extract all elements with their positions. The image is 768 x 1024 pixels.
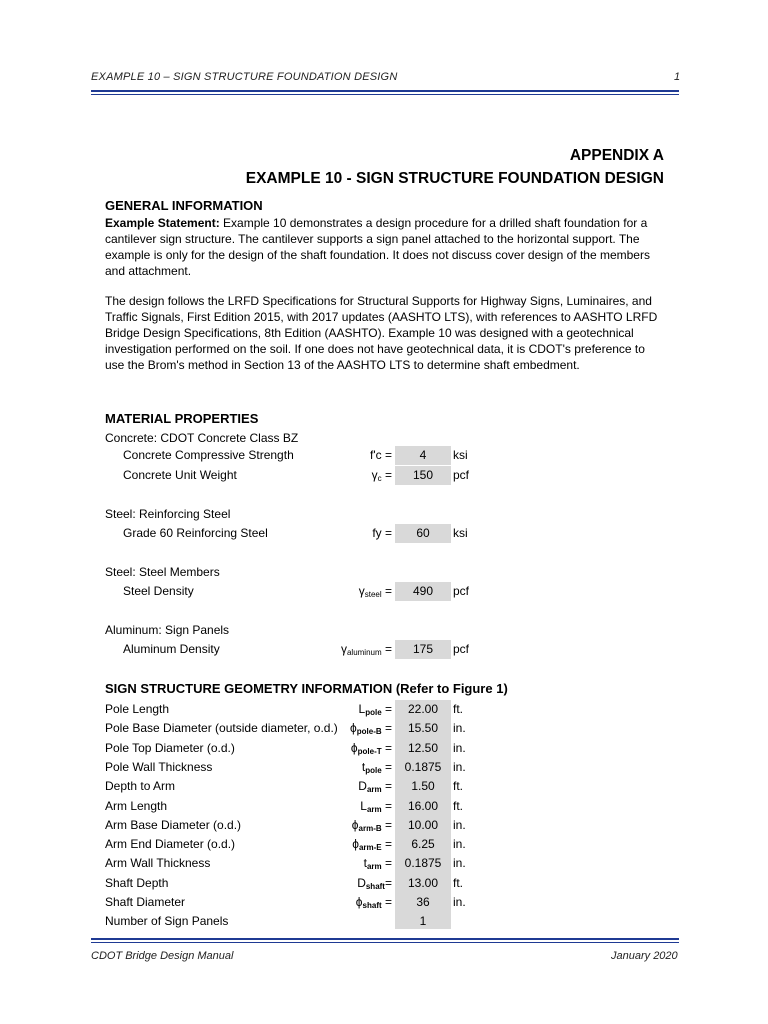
geometry-row-value: 22.00 [407,702,439,716]
symbol-subscript: arm [366,862,382,871]
geometry-row-unit: in. [453,895,466,909]
geometry-row-value: 36 [416,895,430,909]
equals-sign: = [381,760,392,774]
equals-sign: = [381,584,392,598]
design-specifications-paragraph: The design follows the LRFD Specifications for Structural Supports for Highway Signs, Luminaires, and Traffic Signals, First Edition 2015, with 2017 updates (AASHTO LTS), with references to AASHTO LRFD Bridge Design Specifications, 8th Edition (AASHTO). Example 10 was designed with a geotechnical investigation performed on the soil. If one does not have geotechnical data, it is CDOT's preference to use the Brom's method in Section 13 of the AASHTO LTS to determine shaft embedment. [105,294,658,372]
equals-sign: = [381,721,392,735]
concrete-unit-weight-row [0,466,768,485]
geometry-row [0,835,768,854]
general-information-heading: GENERAL INFORMATION [105,198,263,213]
steel-group-label: Steel: Reinforcing Steel [105,507,231,521]
gamma-symbol: γ [358,584,365,598]
appendix-title: APPENDIX A [569,147,664,164]
geometry-row-value: 0.1875 [404,856,442,870]
footer-rule-thick [91,938,679,940]
example-title: EXAMPLE 10 - SIGN STRUCTURE FOUNDATION DESIGN [245,170,664,187]
geometry-row [0,912,768,931]
geometry-row-unit: in. [453,837,466,851]
geometry-row-label: Arm End Diameter (o.d.) [105,837,236,851]
steel-density-unit: pcf [453,584,470,598]
header-rule-thick [91,90,679,92]
geometry-row-value: 12.50 [407,741,439,755]
symbol-letter: t [361,760,366,774]
geometry-row-value: 0.1875 [404,760,442,774]
reinforcing-steel-label: Grade 60 Reinforcing Steel [123,526,268,540]
geometry-row-symbol [352,837,392,852]
geometry-row-unit: ft. [453,799,464,813]
symbol-subscript: arm-E [358,843,382,852]
symbol-subscript: shaft [365,882,385,891]
example-statement-text: Example 10 demonstrates a design procedure for a drilled shaft foundation for a cantilever sign structure. The cantilever supports a sign panel attached to the horizontal support. The example is only for the design of the shaft foundation. It does not discuss cover design of the members and attachment. [105,216,650,278]
equals-sign: = [381,799,392,813]
geometry-row-label: Depth to Arm [105,779,176,793]
steel-members-group-label: Steel: Steel Members [105,565,220,579]
symbol-subscript: pole-T [357,747,382,756]
geometry-row [0,854,768,873]
geometry-heading: SIGN STRUCTURE GEOMETRY INFORMATION (Refer to Figure 1) [105,681,508,696]
geometry-row [0,874,768,893]
concrete-unit-weight-symbol [372,468,392,483]
symbol-subscript: steel [364,590,382,599]
concrete-strength-value: 4 [395,446,451,465]
geometry-row-symbol [351,741,392,756]
concrete-strength-symbol: f'c = [370,448,392,462]
symbol-letter: ϕ [350,741,358,755]
geometry-row-unit: in. [453,721,466,735]
geometry-row-value: 13.00 [407,876,439,890]
geometry-row-symbol [360,799,392,814]
footer-date: January 2020 [611,950,678,962]
symbol-letter: t [363,856,367,870]
symbol-letter: ϕ [352,837,359,851]
material-properties-heading: MATERIAL PROPERTIES [105,411,259,426]
geometry-row-symbol [356,895,392,910]
equals-sign: = [381,468,392,482]
geometry-row-symbol [358,779,392,794]
geometry-row-label: Pole Base Diameter (outside diameter, o.d.) [105,721,338,735]
geometry-row-unit: ft. [453,702,464,716]
geometry-row-value: 1.50 [411,779,435,793]
geometry-row-unit: ft. [453,876,464,890]
aluminum-density-value: 175 [395,640,451,659]
equals-sign: = [381,895,392,909]
geometry-row-value: 15.50 [407,721,439,735]
reinforcing-steel-unit: ksi [453,526,468,540]
footer-manual-title: CDOT Bridge Design Manual [91,950,234,962]
equals-sign: = [384,876,392,890]
equals-sign: = [381,702,392,716]
geometry-row-unit: in. [453,760,466,774]
concrete-group-label: Concrete: CDOT Concrete Class BZ [105,431,299,445]
geometry-row-symbol [364,856,392,871]
symbol-letter: ϕ [350,721,357,735]
geometry-row [0,719,768,738]
geometry-row-label: Arm Length [105,799,168,813]
geometry-row [0,739,768,758]
geometry-row-value: 1 [419,914,427,928]
reinforcing-steel-row [0,524,768,543]
equals-sign: = [381,837,392,851]
aluminum-group-label: Aluminum: Sign Panels [105,623,230,637]
geometry-row-unit: ft. [453,779,464,793]
steel-density-value: 490 [395,582,451,601]
geometry-row-unit: in. [453,818,466,832]
symbol-letter: D [358,779,367,793]
steel-group-row [0,505,768,524]
geometry-row-symbol [352,818,392,833]
concrete-strength-label: Concrete Compressive Strength [123,448,294,462]
geometry-row-symbol [357,876,392,891]
concrete-unit-weight-unit: pcf [453,468,470,482]
equals-sign: = [381,818,392,832]
symbol-letter: L [358,702,366,716]
symbol-letter: D [357,876,366,890]
equals-sign: = [381,779,392,793]
symbol-subscript: pole-B [356,727,382,736]
reinforcing-steel-symbol: fy = [372,526,392,540]
geometry-row-symbol [350,721,392,736]
aluminum-density-label: Aluminum Density [123,642,220,656]
steel-members-group-row [0,563,768,582]
geometry-row-label: Pole Length [105,702,170,716]
geometry-row-label: Arm Base Diameter (o.d.) [105,818,242,832]
gamma-symbol: γ [340,642,347,656]
header-rule-thin [91,94,679,95]
geometry-row-label: Pole Wall Thickness [105,760,213,774]
geometry-row-label: Arm Wall Thickness [105,856,211,870]
geometry-row [0,816,768,835]
steel-density-label: Steel Density [123,584,194,598]
reinforcing-steel-value: 60 [395,524,451,543]
geometry-row-label: Shaft Diameter [105,895,186,909]
geometry-row-unit: in. [453,856,466,870]
geometry-row [0,700,768,719]
concrete-strength-row [0,446,768,465]
steel-density-row [0,582,768,601]
aluminum-density-symbol [341,642,392,657]
geometry-row-label: Pole Top Diameter (o.d.) [105,741,235,755]
geometry-row-label: Shaft Depth [105,876,169,890]
example-statement-label: Example Statement: [105,216,220,230]
equals-sign: = [381,856,392,870]
footer-rule-thin [91,942,679,943]
equals-sign: = [381,642,392,656]
symbol-subscript: pole [365,766,382,775]
geometry-row-value: 16.00 [407,799,439,813]
example-statement-paragraph [105,215,665,279]
symbol-subscript: pole [365,708,382,717]
aluminum-density-unit: pcf [453,642,470,656]
concrete-unit-weight-label: Concrete Unit Weight [123,468,237,482]
symbol-subscript: c [377,474,382,483]
symbol-subscript: aluminum [346,648,382,657]
running-header-title: EXAMPLE 10 – SIGN STRUCTURE FOUNDATION DESIGN [91,71,398,83]
geometry-row [0,777,768,796]
geometry-row-symbol [359,702,392,717]
symbol-subscript: arm [366,805,382,814]
geometry-row-label: Number of Sign Panels [105,914,229,928]
equals-sign: = [381,741,392,755]
symbol-subscript: arm-B [358,824,382,833]
geometry-row-unit: in. [453,741,466,755]
symbol-subscript: arm [366,785,382,794]
aluminum-group-row [0,621,768,640]
geometry-row [0,758,768,777]
geometry-row [0,893,768,912]
page-number: 1 [674,71,681,83]
gamma-symbol: γ [371,468,378,482]
concrete-strength-unit: ksi [453,448,468,462]
symbol-letter: ϕ [351,818,359,832]
geometry-row-value: 6.25 [411,837,435,851]
aluminum-density-row [0,640,768,659]
geometry-row-value: 10.00 [407,818,439,832]
geometry-row [0,797,768,816]
symbol-letter: ϕ [355,895,363,909]
concrete-unit-weight-value: 150 [395,466,451,485]
steel-density-symbol [359,584,392,599]
symbol-subscript: shaft [362,901,382,910]
geometry-row-symbol [362,760,392,775]
symbol-letter: L [360,799,367,813]
